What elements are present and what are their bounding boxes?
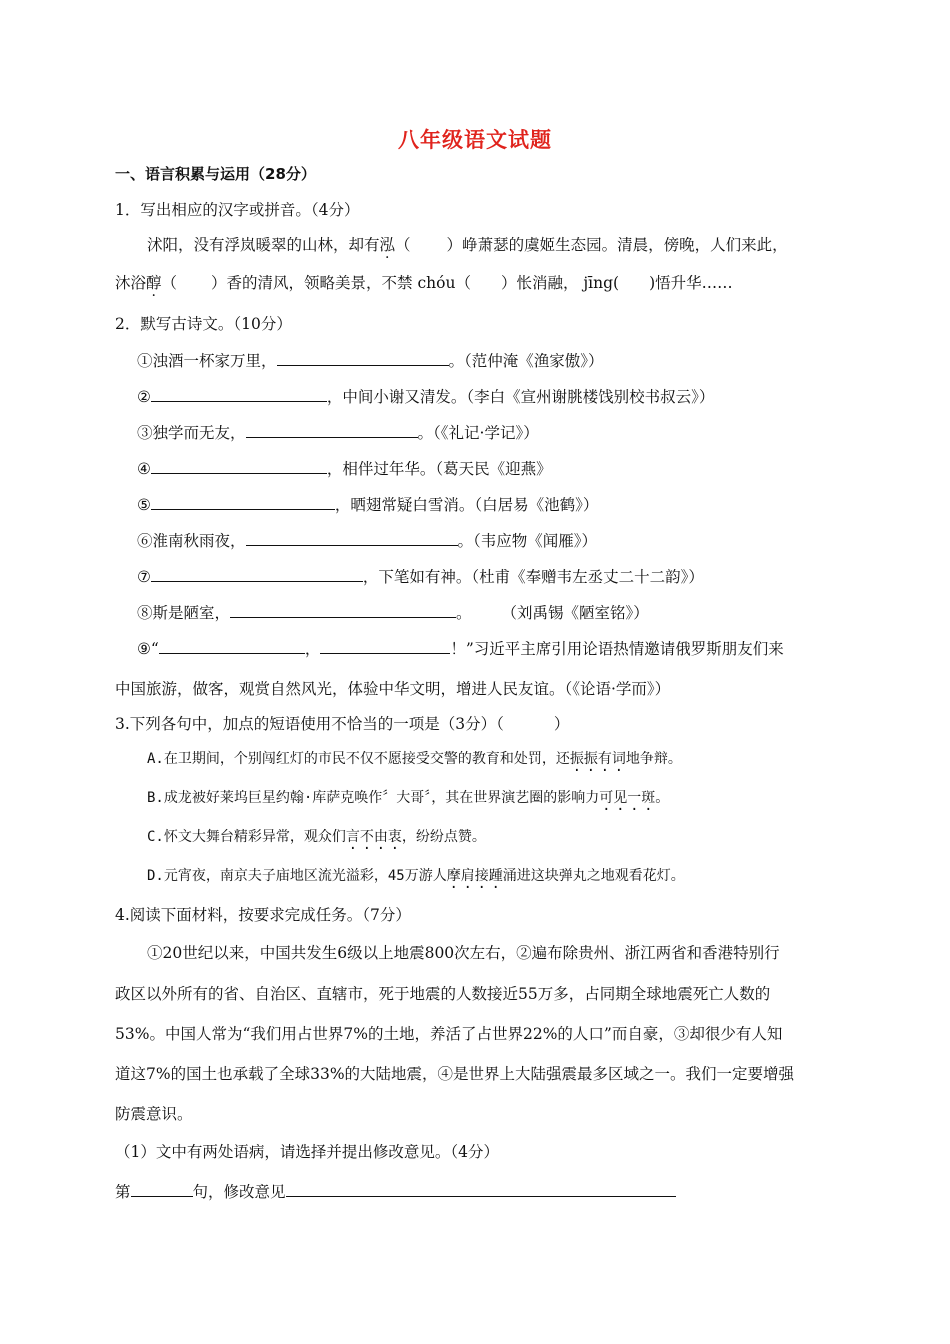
item-text: ⑦ xyxy=(137,568,151,586)
dotted-char: 泓 xyxy=(379,236,396,254)
item-text: ⑥淮南秋雨夜， xyxy=(137,532,246,550)
item-text: ⑧斯是陋室， xyxy=(137,604,231,622)
section-heading-1: 一、语言积累与运用（28分） xyxy=(115,165,316,183)
dotted-phrase xyxy=(447,868,503,884)
q1-text: （ xyxy=(161,274,178,292)
q3-text: 3.下列各句中，加点的短语使用不恰当的一项是（3分）（ xyxy=(115,715,504,733)
dotted-char: 肩 xyxy=(460,868,475,884)
q1-text: ） xyxy=(446,236,463,254)
q4-paragraph-line: 53%。中国人常为“我们用占世界7%的土地，养活了占世界22%的人口”而自豪，③却很少有人知 xyxy=(115,1025,783,1043)
q3-option-d[interactable]: D.元宵夜，南京夫子庙地区流光溢彩，45万游人摩肩接踵涌进这块弹丸之地观看花灯。 xyxy=(147,868,685,884)
q1-text: 沭阳，没有浮岚暖翠的山林，却有 xyxy=(147,236,380,254)
q4-subquestion-1: （1）文中有两处语病，请选择并提出修改意见。（4分） xyxy=(115,1143,499,1161)
fill-blank[interactable] xyxy=(151,493,335,510)
dotted-phrase xyxy=(599,790,655,806)
q1-text: ）怅消融， jīng( xyxy=(500,274,620,292)
dotted-char: 振 xyxy=(583,751,598,767)
dotted-char: 衷 xyxy=(387,829,402,845)
q2-item-1 xyxy=(137,349,604,372)
item-text: ② xyxy=(137,388,151,406)
q2-item-9 xyxy=(137,637,784,660)
dotted-char: 见 xyxy=(613,790,628,806)
dotted-char: 接 xyxy=(474,868,489,884)
q2-item-4 xyxy=(137,457,552,480)
item-text: 。（韦应物《闻雁》） xyxy=(457,532,598,550)
fill-blank[interactable] xyxy=(151,385,327,402)
q1-text: （ xyxy=(395,236,411,254)
q2-item-8 xyxy=(137,601,649,624)
item-text: 。（范仲淹《渔家傲》） xyxy=(448,352,604,370)
dotted-char: 有 xyxy=(597,751,612,767)
item-text: ，中间小谢又清发。（李白《宣州谢朓楼饯别校书叔云》） xyxy=(326,388,715,406)
answer-label: 第 xyxy=(115,1183,131,1201)
dotted-char: 一 xyxy=(627,790,642,806)
q3-option-a[interactable]: A.在卫期间，个别闯红灯的市民不仅不愿接受交警的教育和处罚，还振振有词地争辩。 xyxy=(147,751,682,767)
fill-blank[interactable] xyxy=(246,421,418,438)
q3-option-c[interactable]: C.怀文大舞台精彩异常，观众们言不由衷，纷纷点赞。 xyxy=(147,829,486,845)
item-text: ③独学而无友， xyxy=(137,424,246,442)
q4-stem: 4.阅读下面材料，按要求完成任务。（7分） xyxy=(115,906,411,924)
item-text: 。 xyxy=(456,604,472,622)
item-text: ⑨“ xyxy=(137,640,159,658)
q1-text: )悟升华…… xyxy=(649,274,733,292)
q1-text: 峥萧瑟的虞姬生态园。清晨，傍晚，人们来此， xyxy=(462,236,788,254)
answer-label: 句，修改意见 xyxy=(192,1183,286,1201)
q4-paragraph-line: 道这7%的国土也承载了全球33%的大陆地震，④是世界上大陆强震最多区域之一。我们一定要增强 xyxy=(115,1065,795,1083)
fill-blank[interactable] xyxy=(151,565,363,582)
q4-paragraph-line: 政区以外所有的省、自治区、直辖市，死于地震的人数接近55万多，占同期全球地震死亡人数的 xyxy=(115,985,771,1003)
q1-text: ）香的清风，领略美景，不禁 chóu（ xyxy=(211,274,471,292)
sentence-number-blank[interactable] xyxy=(131,1180,193,1197)
fill-blank[interactable] xyxy=(151,457,327,474)
fill-blank[interactable] xyxy=(159,637,305,654)
dotted-char: 振 xyxy=(569,751,584,767)
q1-stem: 1．写出相应的汉字或拼音。（4分） xyxy=(115,201,360,219)
q2-item-6 xyxy=(137,529,597,552)
q3-option-b[interactable]: B.成龙被好莱坞巨星约翰·库萨克唤作〞大哥〞，其在世界演艺圈的影响力可见一斑。 xyxy=(147,790,670,806)
item-text: ④ xyxy=(137,460,151,478)
q2-item-3 xyxy=(137,421,539,444)
item-text: ， xyxy=(304,640,321,658)
dotted-char: 言 xyxy=(345,829,360,845)
item-text: 。（《礼记·学记》） xyxy=(417,424,539,442)
q1-line-2 xyxy=(115,272,733,294)
q2-item-5 xyxy=(137,493,598,516)
dotted-char: 醇 xyxy=(146,274,162,292)
item-text: （刘禹锡《陋室铭》） xyxy=(501,604,649,622)
q4-paragraph-line: 防震意识。 xyxy=(115,1105,193,1123)
q2-item-7 xyxy=(137,565,704,588)
q3-stem xyxy=(115,713,569,735)
fill-blank[interactable] xyxy=(277,349,449,366)
q2-item-2 xyxy=(137,385,714,408)
fill-blank[interactable] xyxy=(246,529,458,546)
item-text: ，相伴过年华。（葛天民《迎燕》 xyxy=(326,460,552,478)
fill-blank[interactable] xyxy=(320,637,450,654)
dotted-phrase xyxy=(570,751,626,767)
q4-answer-line xyxy=(115,1180,676,1203)
dotted-char: 可 xyxy=(599,790,614,806)
dotted-char: 斑 xyxy=(641,790,656,806)
dotted-char: 踵 xyxy=(488,868,503,884)
item-text: ①浊酒一杯家万里， xyxy=(137,352,277,370)
revision-blank[interactable] xyxy=(286,1180,676,1197)
dotted-char: 摩 xyxy=(446,868,461,884)
item-text: ！”习近平主席引用论语热情邀请俄罗斯朋友们来 xyxy=(450,640,784,658)
q3-text: ） xyxy=(553,715,570,733)
q1-text: 沐浴 xyxy=(115,274,147,292)
dotted-char: 由 xyxy=(373,829,388,845)
dotted-phrase xyxy=(346,829,402,845)
fill-blank[interactable] xyxy=(230,601,456,618)
page-title: 八年级语文试题 xyxy=(398,127,552,152)
dotted-char: 词 xyxy=(611,751,626,767)
item-text: ，晒翅常疑白雪消。（白居易《池鹤》） xyxy=(334,496,599,514)
dotted-char: 不 xyxy=(359,829,374,845)
q2-item-9-continued: 中国旅游，做客，观赏自然风光，体验中华文明，增进人民友谊。（《论语·学而》） xyxy=(115,680,671,698)
q2-stem: 2．默写古诗文。（10分） xyxy=(115,315,292,333)
item-text: ⑤ xyxy=(137,496,151,514)
q4-paragraph-line: ①20世纪以来，中国共发生6级以上地震800次左右，②遍布除贵州、浙江两省和香港特别行 xyxy=(147,944,780,962)
item-text: ，下笔如有神。（杜甫《奉赠韦左丞丈二十二韵》） xyxy=(362,568,704,586)
q1-line-1 xyxy=(147,234,788,256)
